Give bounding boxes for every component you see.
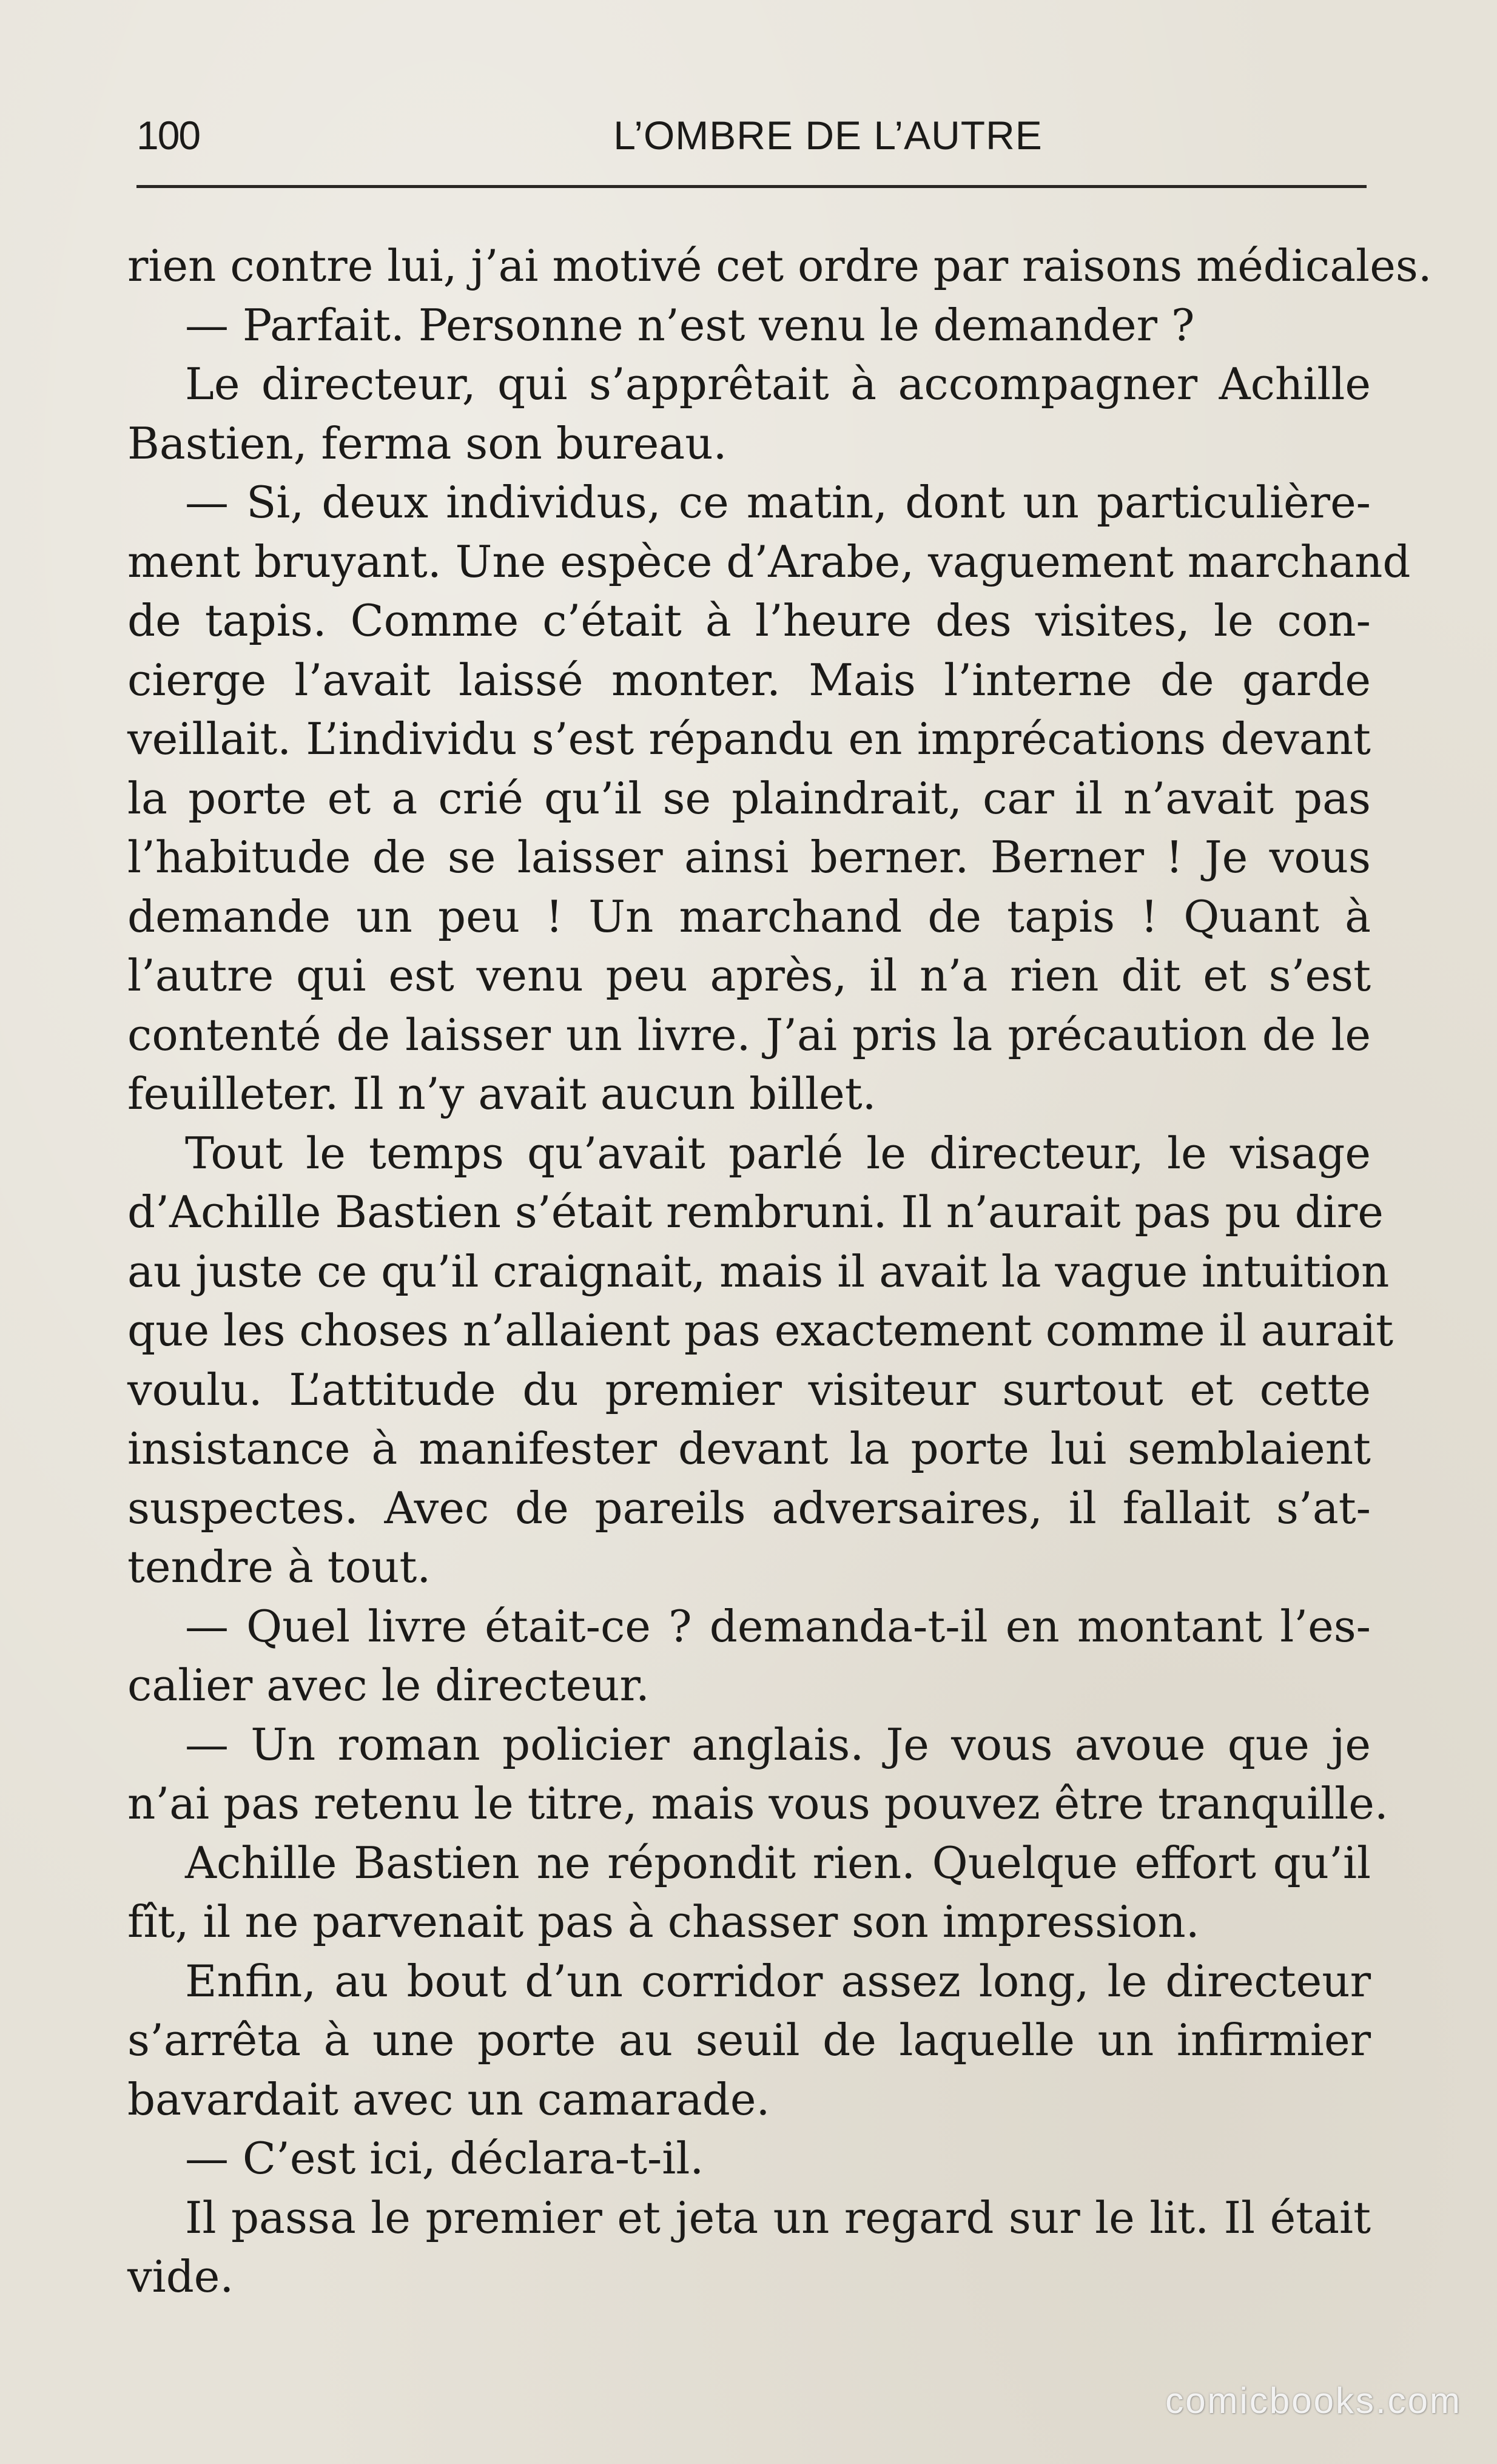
text-line: l’habitude de se laisser ainsi berner. Berner ! Je vous (127, 832, 1371, 883)
header-rule (136, 185, 1367, 188)
text-line: feuilleter. Il n’y avait aucun billet. (127, 1068, 876, 1119)
text-line: Bastien, ferma son bureau. (127, 417, 727, 469)
text-line: — Quel livre était-ce ? demanda-t-il en montant l’es- (185, 1600, 1371, 1652)
text-line: vide. (127, 2251, 234, 2302)
text-line: Enfin, au bout d’un corridor assez long, le directeur (185, 1955, 1371, 2007)
text-line: insistance à manifester devant la porte lui semblaient (127, 1423, 1371, 1474)
page-number: 100 (136, 113, 200, 158)
text-line: Tout le temps qu’avait parlé le directeur, le visage (185, 1127, 1371, 1179)
text-line: n’ai pas retenu le titre, mais vous pouvez être tranquille. (127, 1778, 1388, 1829)
text-line: de tapis. Comme c’était à l’heure des visites, le con- (127, 595, 1371, 646)
text-line: Le directeur, qui s’apprêtait à accompagner Achille (185, 358, 1371, 409)
text-line: au juste ce qu’il craignait, mais il avait la vague intuition (127, 1245, 1390, 1297)
text-line: — Parfait. Personne n’est venu le demander ? (185, 299, 1195, 351)
text-line: — Si, deux individus, ce matin, dont un particulière- (185, 477, 1371, 528)
text-line: Il passa le premier et jeta un regard sur le lit. Il était (185, 2192, 1371, 2243)
body-text (127, 237, 1432, 2307)
text-line: que les choses n’allaient pas exactement comme il aurait (127, 1305, 1394, 1356)
text-line: bavardait avec un camarade. (127, 2073, 770, 2125)
text-line: contenté de laisser un livre. J’ai pris la précaution de le (127, 1009, 1371, 1060)
text-line: calier avec le directeur. (127, 1660, 650, 1711)
text-line: Achille Bastien ne répondit rien. Quelque effort qu’il (185, 1837, 1371, 1888)
text-line: — Un roman policier anglais. Je vous avoue que je (185, 1718, 1371, 1770)
text-line: ment bruyant. Une espèce d’Arabe, vaguement marchand (127, 536, 1411, 587)
text-line: l’autre qui est venu peu après, il n’a rien dit et s’est (127, 950, 1371, 1001)
text-line: s’arrêta à une porte au seuil de laquelle un infirmier (127, 2015, 1371, 2065)
text-line: veillait. L’individu s’est répandu en imprécations devant (127, 713, 1371, 764)
text-line: rien contre lui, j’ai motivé cet ordre par raisons médicales. (127, 240, 1432, 291)
text-line: voulu. L’attitude du premier visiteur surtout et cette (127, 1364, 1371, 1415)
text-line: suspectes. Avec de pareils adversaires, il fallait s’at- (127, 1482, 1371, 1533)
watermark: comicbooks.com (1165, 2380, 1462, 2421)
text-line: la porte et a crié qu’il se plaindrait, car il n’avait pas (127, 772, 1371, 824)
text-line: tendre à tout. (127, 1541, 431, 1592)
running-title: L’OMBRE DE L’AUTRE (613, 113, 1043, 158)
text-line: cierge l’avait laissé monter. Mais l’interne de garde (127, 654, 1371, 705)
text-line: demande un peu ! Un marchand de tapis ! Quant à (127, 890, 1371, 942)
running-head (136, 106, 1374, 167)
text-line: d’Achille Bastien s’était rembruni. Il n’aurait pas pu dire (127, 1187, 1384, 1237)
text-line: fît, il ne parvenait pas à chasser son impression. (127, 1896, 1200, 1947)
text-line: — C’est ici, déclara-t-il. (185, 2133, 704, 2184)
